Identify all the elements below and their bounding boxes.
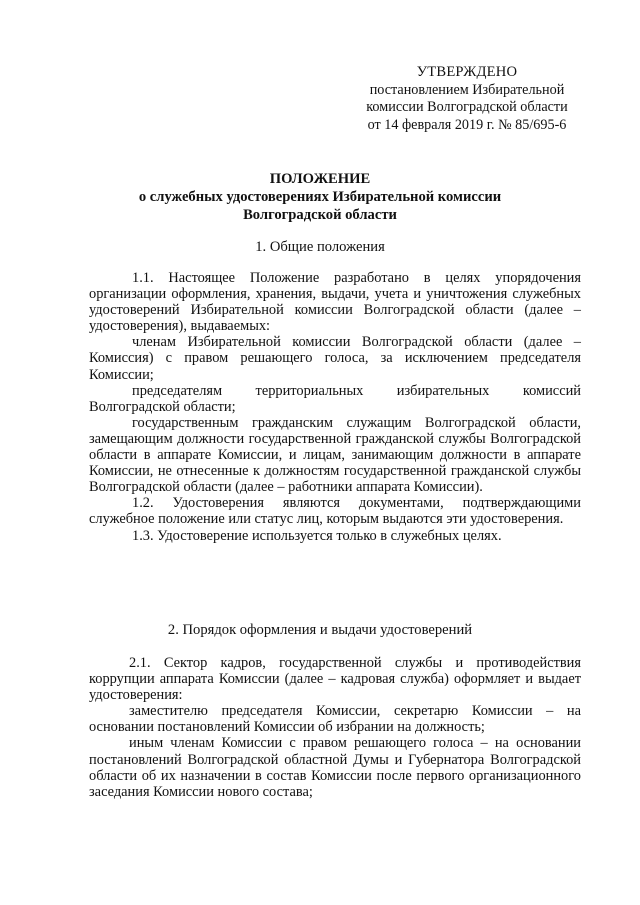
paragraph: членам Избирательной комиссии Волгоградской области (далее – Комиссия) с правом решающего голоса, за исключением председателя Комиссии; <box>89 334 581 383</box>
approval-heading: УТВЕРЖДЕНО <box>416 64 518 80</box>
approval-stamp <box>352 64 582 134</box>
section-heading: 1. Общие положения <box>255 239 385 255</box>
paragraph: государственным гражданским служащим Волгоградской области, замещающим должности государственной гражданской службы Волгоградской области в аппарате Комиссии, и лицам, занимающим должности в аппарате Комиссии, не отнесенные к должностям государственной гражданской службы Волгоградской области (далее – работники аппарата Комиссии). <box>89 414 581 496</box>
paragraph: иным членам Комиссии с правом решающего голоса – на основании постановлений Волгоградской областной Думы и Губернатора Волгоградской области об их назначении в состав Комиссии после первого организационного заседания Комиссии нового состава; <box>89 735 581 800</box>
paragraph: 2.1. Сектор кадров, государственной службы и противодействия коррупции аппарата Комиссии (далее – кадровая служба) оформляет и выдает удостоверения: <box>89 655 581 704</box>
paragraph: 1.3. Удостоверение используется только в служебных целях. <box>132 527 502 544</box>
approval-line: постановлением Избирательной <box>369 81 565 98</box>
paragraph: 1.2. Удостоверения являются документами, подтверждающими служебное положение или статус лиц, которым выдаются эти удостоверения. <box>89 495 581 528</box>
title-subtitle: о служебных удостоверениях Избирательной комиссии <box>138 189 502 205</box>
paragraph: председателям территориальных избирательных комиссий Волгоградской области; <box>89 382 581 415</box>
title-subtitle: Волгоградской области <box>243 207 397 223</box>
section-heading: 2. Порядок оформления и выдачи удостоверений <box>167 622 473 638</box>
section-body <box>89 270 581 544</box>
title-main: ПОЛОЖЕНИЕ <box>269 171 371 187</box>
approval-date-line: от 14 февраля 2019 г. № 85/695-6 <box>367 116 567 133</box>
section-body <box>89 655 581 800</box>
paragraph: заместителю председателя Комиссии, секретарю Комиссии – на основании постановлений Комиссии об избрании на должность; <box>89 703 581 736</box>
document-title <box>60 170 580 224</box>
paragraph: 1.1. Настоящее Положение разработано в целях упорядочения организации оформления, хранения, выдачи, учета и уничтожения служебных удостоверений Избирательной комиссии Волгоградской области (далее – удостоверения), выдаваемых: <box>89 270 581 335</box>
approval-line: комиссии Волгоградской области <box>366 99 568 115</box>
